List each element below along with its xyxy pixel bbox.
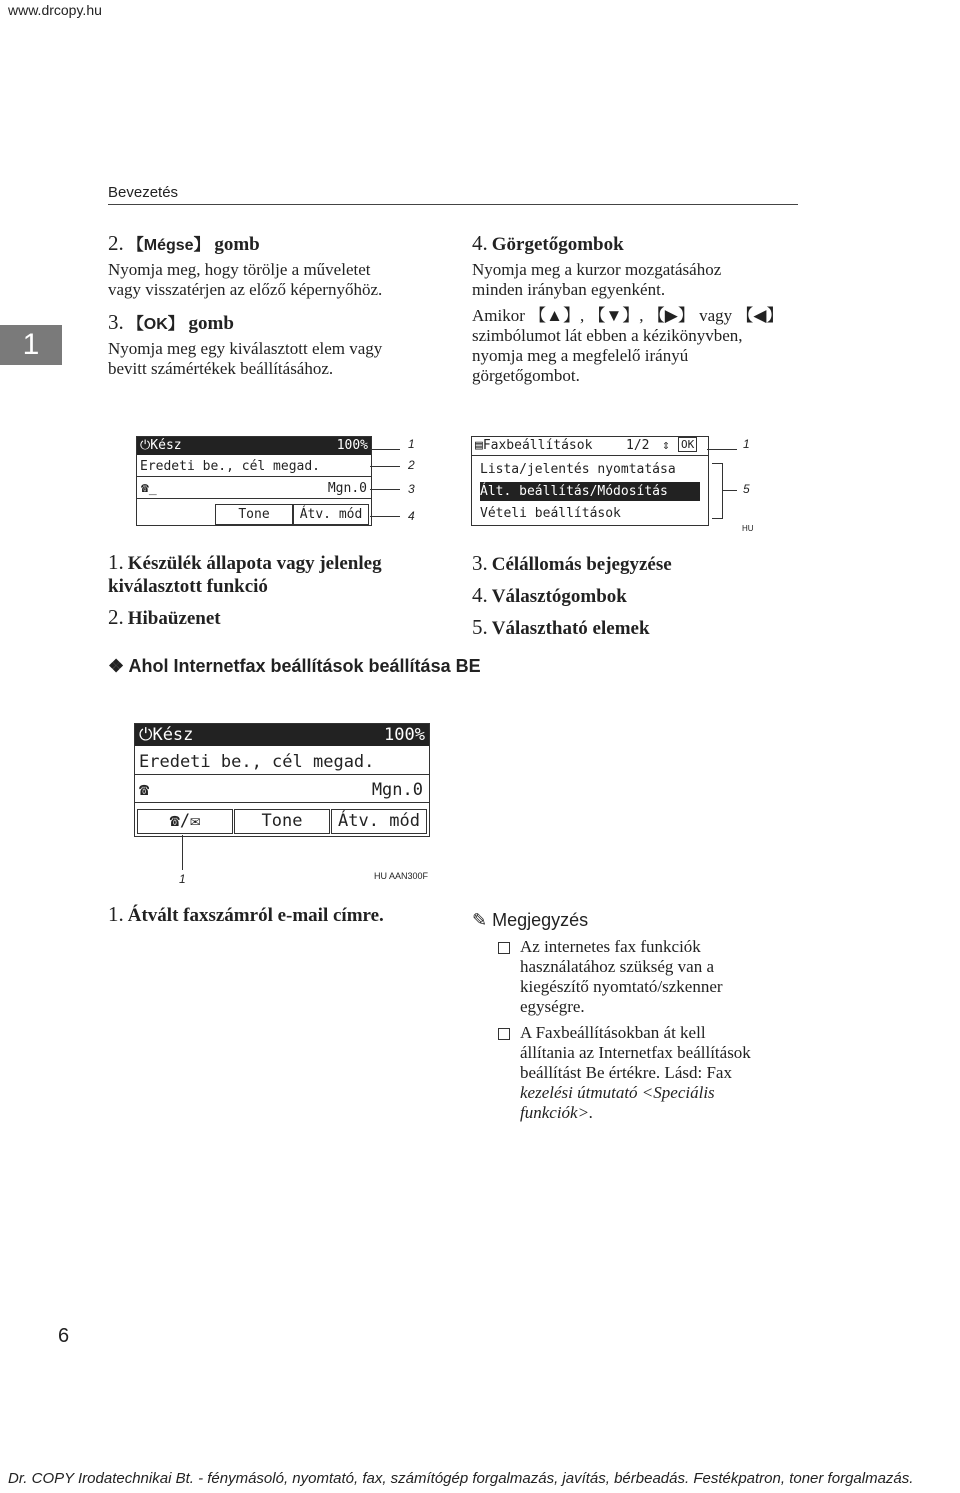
item-ok bbox=[108, 310, 458, 379]
item-number: 4. bbox=[472, 231, 488, 255]
phone-icon: ☎ bbox=[139, 780, 150, 800]
item-title bbox=[472, 231, 802, 256]
figure-code: HU AAN300F bbox=[374, 871, 429, 881]
lcd-standby-screen bbox=[136, 436, 372, 526]
note-line: kiegészítő nyomtató/szkenner bbox=[520, 977, 723, 996]
lcd-settings-title: Faxbeállítások bbox=[482, 438, 593, 453]
item-body bbox=[108, 339, 458, 379]
callout-line bbox=[370, 466, 400, 467]
menu-item-general-settings[interactable]: Ált. beállítás/Módosítás bbox=[480, 482, 700, 501]
power-icon: ⏻ bbox=[139, 725, 153, 745]
legend-number: 4. bbox=[472, 583, 488, 607]
key-bracket-open: 【 bbox=[127, 237, 144, 254]
lcd-fax-settings-screen bbox=[471, 436, 709, 526]
item-title bbox=[108, 310, 458, 335]
lcd-destination-row bbox=[135, 778, 429, 803]
legend-number: 5. bbox=[472, 615, 488, 639]
legend-number: 3. bbox=[472, 551, 488, 575]
key-label: OK bbox=[143, 316, 168, 333]
callout-line bbox=[722, 490, 737, 491]
lcd-message-text: Eredeti be., cél megad. bbox=[140, 459, 321, 474]
callout-bracket bbox=[712, 463, 723, 519]
legend-number: 2. bbox=[108, 605, 124, 629]
legend-number: 1. bbox=[108, 902, 124, 926]
note-heading bbox=[472, 910, 802, 931]
chapter-tab: 1 bbox=[0, 325, 62, 365]
legend-text: Hibaüzenet bbox=[127, 608, 221, 629]
item-scroll-keys bbox=[472, 231, 802, 386]
menu-item-reception-settings[interactable]: Vételi beállítások bbox=[480, 506, 621, 521]
key-bracket-close: 】 bbox=[167, 316, 184, 333]
callout-4: 4 bbox=[408, 509, 415, 523]
body-line: bevitt számértékek beállításához. bbox=[108, 359, 334, 378]
lcd-message-text: Eredeti be., cél megad. bbox=[139, 752, 375, 772]
scroll-updown-icon: ⇕ bbox=[662, 438, 670, 453]
lcd-zoom-value: 100% bbox=[336, 438, 368, 453]
body-line: Nyomja meg a kurzor mozgatásához bbox=[472, 260, 722, 279]
key-bracket-close: 】 bbox=[193, 237, 210, 254]
callout-1: 1 bbox=[179, 872, 186, 886]
lcd-internet-fax-screen bbox=[134, 723, 430, 837]
legend-right bbox=[472, 551, 802, 640]
note-line: használatához szükség van a bbox=[520, 957, 714, 976]
legend-left bbox=[108, 551, 458, 630]
lcd-button-row bbox=[135, 809, 429, 833]
subsection-title: Ahol Internetfax beállítások beállítása BE bbox=[128, 656, 481, 676]
legend-text: Átvált faxszámról e-mail címre. bbox=[127, 905, 384, 926]
callout-line bbox=[370, 449, 400, 450]
key-label: Mégse bbox=[143, 237, 194, 254]
lcd-cursor: _ bbox=[148, 481, 157, 496]
note-line: kezelési útmutató <Speciális bbox=[520, 1083, 715, 1102]
lcd-status-bar bbox=[135, 724, 429, 746]
lcd-zoom-value: 100% bbox=[384, 725, 425, 745]
note-line: beállítást Be értékre. Lásd: Fax bbox=[520, 1063, 732, 1082]
body-line: Nyomja meg, hogy törölje a műveletet bbox=[108, 260, 371, 279]
lcd-page-indicator: 1/2 bbox=[626, 438, 650, 453]
figure-code: HU bbox=[742, 524, 754, 533]
tone-button[interactable]: Tone bbox=[234, 809, 330, 834]
fax-email-toggle-button[interactable]: ☎/✉ bbox=[137, 809, 233, 834]
legend-text: Célállomás bejegyzése bbox=[491, 554, 672, 575]
callout-1: 1 bbox=[408, 437, 415, 451]
legend-text: kiválasztott funkció bbox=[108, 576, 268, 597]
note-line: A Faxbeállításokban át kell bbox=[520, 1023, 706, 1042]
transmission-mode-button[interactable]: Átv. mód bbox=[331, 809, 427, 834]
legend-number: 1. bbox=[108, 550, 124, 574]
phone-icon: ☎ bbox=[141, 481, 149, 496]
legend-item bbox=[108, 551, 458, 598]
note-section bbox=[472, 910, 802, 1123]
item-body bbox=[472, 260, 802, 386]
body-line: szimbólumot lát ebben a kézikönyvben, bbox=[472, 326, 743, 345]
callout-5: 5 bbox=[743, 482, 750, 496]
item-title bbox=[108, 231, 458, 256]
section-header: Bevezetés bbox=[108, 184, 179, 201]
diamond-bullet-icon: ❖ bbox=[108, 656, 125, 676]
lcd-memory-value: Mgn.0 bbox=[327, 481, 367, 496]
callout-line bbox=[182, 835, 183, 870]
lcd-settings-header bbox=[472, 437, 708, 456]
lcd-status-bar bbox=[137, 437, 371, 455]
lcd-memory-value: Mgn.0 bbox=[371, 780, 423, 800]
checkbox-bullet-icon bbox=[498, 942, 510, 954]
lcd-status-text: Kész bbox=[150, 438, 182, 453]
item-number: 2. bbox=[108, 231, 124, 255]
footer-text: Dr. COPY Irodatechnikai Bt. - fénymásoló, nyomtató, fax, számítógép forgalmazás, javítás, bérbeadás. Festékpatron, toner forgalmazás. bbox=[8, 1470, 914, 1487]
legend-text: Készülék állapota vagy jelenleg bbox=[127, 553, 382, 574]
power-icon: ⏻ bbox=[140, 438, 151, 453]
body-line: Amikor 【▲】, 【▼】, 【▶】 vagy 【◀】 bbox=[472, 306, 784, 325]
menu-icon: ▤ bbox=[475, 438, 483, 453]
note-line: Az internetes fax funkciók bbox=[520, 937, 701, 956]
item-megse bbox=[108, 231, 458, 300]
lcd-message-row bbox=[137, 458, 371, 477]
pencil-icon: ✎ bbox=[472, 910, 488, 930]
lcd-message-row bbox=[135, 750, 429, 775]
callout-line bbox=[370, 489, 400, 490]
transmission-mode-button[interactable]: Átv. mód bbox=[293, 504, 369, 525]
body-line: Nyomja meg egy kiválasztott elem vagy bbox=[108, 339, 383, 358]
lcd-status-text: Kész bbox=[152, 725, 194, 745]
header-divider bbox=[108, 204, 798, 205]
site-url-link[interactable]: www.drcopy.hu bbox=[8, 2, 102, 18]
item-title-text: gomb bbox=[183, 313, 234, 334]
page-number: 6 bbox=[58, 1325, 70, 1347]
tone-button[interactable]: Tone bbox=[215, 504, 293, 525]
subsection-heading bbox=[108, 656, 481, 677]
legend-item bbox=[472, 551, 802, 576]
menu-item-report-print[interactable]: Lista/jelentés nyomtatása bbox=[480, 462, 676, 477]
lcd-destination-row bbox=[137, 480, 371, 499]
item-title-text: Görgetőgombok bbox=[491, 234, 624, 255]
note-line: egységre. bbox=[520, 997, 585, 1016]
legend-item bbox=[108, 605, 458, 630]
note-item bbox=[472, 1023, 802, 1123]
item-body bbox=[108, 260, 458, 300]
callout-line bbox=[707, 449, 737, 450]
legend-item bbox=[108, 902, 384, 927]
callout-3: 3 bbox=[408, 482, 415, 496]
note-line: állítania az Internetfax beállítások bbox=[520, 1043, 751, 1062]
callout-1: 1 bbox=[743, 437, 750, 451]
body-line: vagy visszatérjen az előző képernyőhöz. bbox=[108, 280, 383, 299]
note-item bbox=[472, 937, 802, 1017]
note-title: Megjegyzés bbox=[492, 910, 589, 930]
legend-text: Választógombok bbox=[491, 586, 627, 607]
legend-text: Választható elemek bbox=[491, 618, 650, 639]
key-bracket-open: 【 bbox=[127, 316, 144, 333]
item-title-text: gomb bbox=[209, 234, 260, 255]
legend-item bbox=[472, 583, 802, 608]
body-line: nyomja meg a megfelelő irányú bbox=[472, 346, 689, 365]
item-number: 3. bbox=[108, 310, 124, 334]
lcd-button-row bbox=[137, 504, 371, 524]
body-line: görgetőgombot. bbox=[472, 366, 580, 385]
callout-2: 2 bbox=[408, 458, 415, 472]
checkbox-bullet-icon bbox=[498, 1028, 510, 1040]
callout-line bbox=[370, 516, 400, 517]
body-line: minden irányban egyenként. bbox=[472, 280, 666, 299]
note-line: funkciók>. bbox=[520, 1103, 594, 1122]
ok-indicator[interactable]: OK bbox=[678, 437, 697, 452]
legend-item bbox=[472, 615, 802, 640]
